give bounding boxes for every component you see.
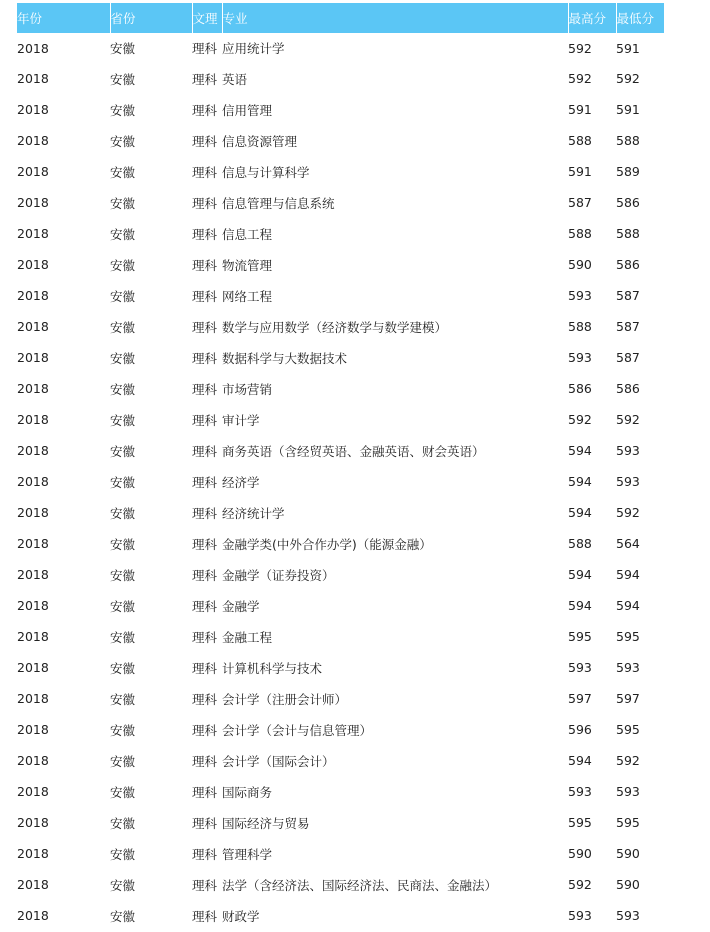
cell-province: 安徽 [110,784,136,800]
cell-category: 理科 [192,133,218,149]
cell-major: 数据科学与大数据技术 [222,350,348,366]
cell-province: 安徽 [110,319,136,335]
cell-min-score: 586 [616,195,640,210]
cell-max-score: 588 [568,319,592,334]
cell-category: 理科 [192,753,218,769]
cell-min-score: 586 [616,381,640,396]
cell-category: 理科 [192,288,218,304]
cell-year: 2018 [17,288,49,303]
cell-category: 理科 [192,567,218,583]
cell-province: 安徽 [110,102,136,118]
cell-category: 理科 [192,412,218,428]
cell-major: 会计学（国际会计） [222,753,335,769]
cell-category: 理科 [192,505,218,521]
cell-year: 2018 [17,908,49,923]
cell-category: 理科 [192,102,218,118]
cell-province: 安徽 [110,815,136,831]
table-row [17,125,664,156]
table-header-row [17,3,664,33]
cell-category: 理科 [192,71,218,87]
cell-province: 安徽 [110,195,136,211]
table-row [17,900,664,931]
cell-max-score: 595 [568,815,592,830]
cell-min-score: 594 [616,567,640,582]
cell-category: 理科 [192,660,218,676]
cell-max-score: 594 [568,474,592,489]
table-row [17,838,664,869]
header-max-score: 最高分 [568,3,616,33]
header-year: 年份 [17,3,110,33]
cell-category: 理科 [192,536,218,552]
cell-category: 理科 [192,226,218,242]
cell-category: 理科 [192,319,218,335]
cell-major: 信息工程 [222,226,273,242]
cell-min-score: 564 [616,536,640,551]
cell-min-score: 592 [616,71,640,86]
cell-max-score: 595 [568,629,592,644]
cell-year: 2018 [17,846,49,861]
cell-year: 2018 [17,164,49,179]
table-row [17,466,664,497]
cell-min-score: 597 [616,691,640,706]
cell-year: 2018 [17,381,49,396]
cell-category: 理科 [192,164,218,180]
cell-year: 2018 [17,350,49,365]
table-row [17,373,664,404]
table-row [17,621,664,652]
table-row [17,652,664,683]
cell-major: 审计学 [222,412,260,428]
cell-max-score: 593 [568,350,592,365]
cell-category: 理科 [192,474,218,490]
table-row [17,218,664,249]
cell-min-score: 587 [616,288,640,303]
table-row [17,528,664,559]
cell-year: 2018 [17,753,49,768]
cell-year: 2018 [17,474,49,489]
cell-min-score: 592 [616,412,640,427]
cell-major: 物流管理 [222,257,273,273]
cell-category: 理科 [192,195,218,211]
cell-category: 理科 [192,443,218,459]
cell-province: 安徽 [110,660,136,676]
cell-category: 理科 [192,877,218,893]
cell-max-score: 588 [568,133,592,148]
cell-year: 2018 [17,815,49,830]
cell-max-score: 594 [568,443,592,458]
cell-province: 安徽 [110,877,136,893]
cell-max-score: 594 [568,753,592,768]
cell-category: 理科 [192,691,218,707]
cell-max-score: 597 [568,691,592,706]
cell-major: 应用统计学 [222,41,285,56]
cell-min-score: 591 [616,40,640,56]
cell-max-score: 588 [568,536,592,551]
cell-min-score: 586 [616,257,640,272]
cell-year: 2018 [17,257,49,272]
table-row [17,63,664,94]
cell-major: 信用管理 [222,102,273,118]
table-row [17,714,664,745]
cell-province: 安徽 [110,474,136,490]
cell-major: 会计学（会计与信息管理） [222,722,373,738]
cell-min-score: 593 [616,908,640,923]
cell-min-score: 591 [616,102,640,117]
cell-max-score: 593 [568,288,592,303]
cell-min-score: 595 [616,722,640,737]
cell-max-score: 588 [568,226,592,241]
cell-min-score: 593 [616,784,640,799]
cell-max-score: 592 [568,412,592,427]
cell-major: 金融学 [222,598,260,614]
cell-category: 理科 [192,722,218,738]
table-row [17,33,664,63]
cell-category: 理科 [192,846,218,862]
cell-major: 信息资源管理 [222,133,298,149]
table-row [17,683,664,714]
cell-major: 会计学（注册会计师） [222,691,348,707]
cell-province: 安徽 [110,567,136,583]
table-row [17,590,664,621]
cell-max-score: 593 [568,784,592,799]
cell-min-score: 588 [616,133,640,148]
cell-min-score: 593 [616,443,640,458]
cell-year: 2018 [17,877,49,892]
cell-category: 理科 [192,908,218,924]
cell-year: 2018 [17,226,49,241]
cell-max-score: 591 [568,102,592,117]
table-row [17,94,664,125]
cell-province: 安徽 [110,350,136,366]
table-row [17,497,664,528]
cell-max-score: 591 [568,164,592,179]
table-row [17,435,664,466]
cell-category: 理科 [192,629,218,645]
cell-province: 安徽 [110,846,136,862]
cell-major: 商务英语（含经贸英语、金融英语、财会英语） [222,443,485,459]
cell-year: 2018 [17,660,49,675]
cell-min-score: 593 [616,660,640,675]
cell-min-score: 587 [616,350,640,365]
cell-category: 理科 [192,598,218,614]
table-row [17,869,664,900]
cell-year: 2018 [17,443,49,458]
cell-province: 安徽 [110,722,136,738]
cell-min-score: 587 [616,319,640,334]
cell-year: 2018 [17,567,49,582]
cell-major: 金融学类(中外合作办学)（能源金融） [222,536,432,552]
cell-year: 2018 [17,722,49,737]
cell-max-score: 590 [568,257,592,272]
table-row [17,280,664,311]
cell-category: 理科 [192,257,218,273]
cell-year: 2018 [17,319,49,334]
cell-province: 安徽 [110,257,136,273]
cell-province: 安徽 [110,226,136,242]
cell-province: 安徽 [110,598,136,614]
cell-major: 金融学（证券投资） [222,567,335,583]
cell-year: 2018 [17,505,49,520]
cell-province: 安徽 [110,629,136,645]
cell-max-score: 596 [568,722,592,737]
cell-major: 经济学 [222,474,260,490]
cell-category: 理科 [192,815,218,831]
cell-max-score: 592 [568,71,592,86]
table-row [17,187,664,218]
header-min-score: 最低分 [616,3,664,33]
table-row [17,776,664,807]
table-row [17,342,664,373]
cell-major: 经济统计学 [222,505,285,521]
cell-min-score: 594 [616,598,640,613]
cell-min-score: 595 [616,629,640,644]
cell-year: 2018 [17,102,49,117]
cell-max-score: 592 [568,40,592,56]
cell-major: 信息管理与信息系统 [222,195,335,211]
cell-province: 安徽 [110,71,136,87]
cell-category: 理科 [192,41,218,56]
cell-min-score: 595 [616,815,640,830]
cell-year: 2018 [17,536,49,551]
cell-province: 安徽 [110,164,136,180]
cell-year: 2018 [17,629,49,644]
header-category: 文理 [192,3,222,33]
cell-province: 安徽 [110,691,136,707]
cell-major: 管理科学 [222,846,273,862]
cell-min-score: 590 [616,877,640,892]
cell-province: 安徽 [110,412,136,428]
cell-max-score: 592 [568,877,592,892]
cell-province: 安徽 [110,908,136,924]
cell-year: 2018 [17,412,49,427]
cell-category: 理科 [192,381,218,397]
table-row [17,559,664,590]
cell-max-score: 594 [568,598,592,613]
cell-year: 2018 [17,598,49,613]
cell-province: 安徽 [110,133,136,149]
cell-year: 2018 [17,133,49,148]
cell-major: 计算机科学与技术 [222,660,323,676]
cell-major: 数学与应用数学（经济数学与数学建模） [222,319,448,335]
table-row [17,745,664,776]
cell-major: 英语 [222,71,248,87]
cell-year: 2018 [17,195,49,210]
table-row [17,807,664,838]
cell-province: 安徽 [110,753,136,769]
table-row [17,156,664,187]
cell-min-score: 589 [616,164,640,179]
cell-max-score: 593 [568,660,592,675]
cell-max-score: 590 [568,846,592,861]
cell-year: 2018 [17,71,49,86]
cell-year: 2018 [17,691,49,706]
cell-min-score: 592 [616,753,640,768]
cell-max-score: 594 [568,505,592,520]
cell-min-score: 590 [616,846,640,861]
admission-scores-table [17,3,664,931]
cell-province: 安徽 [110,288,136,304]
table-row [17,311,664,342]
cell-min-score: 588 [616,226,640,241]
cell-max-score: 587 [568,195,592,210]
header-major: 专业 [222,3,568,33]
cell-max-score: 594 [568,567,592,582]
cell-max-score: 593 [568,908,592,923]
cell-province: 安徽 [110,41,136,56]
table-row [17,404,664,435]
cell-category: 理科 [192,784,218,800]
cell-year: 2018 [17,784,49,799]
cell-year: 2018 [17,40,49,56]
cell-province: 安徽 [110,443,136,459]
cell-max-score: 586 [568,381,592,396]
cell-category: 理科 [192,350,218,366]
cell-province: 安徽 [110,536,136,552]
cell-major: 网络工程 [222,288,273,304]
cell-major: 信息与计算科学 [222,164,310,180]
cell-province: 安徽 [110,381,136,397]
cell-major: 市场营销 [222,381,273,397]
header-province: 省份 [110,3,192,33]
cell-major: 法学（含经济法、国际经济法、民商法、金融法） [222,877,498,893]
cell-major: 财政学 [222,908,260,924]
cell-min-score: 593 [616,474,640,489]
table-row [17,249,664,280]
cell-min-score: 592 [616,505,640,520]
cell-major: 国际经济与贸易 [222,815,310,831]
cell-major: 金融工程 [222,629,273,645]
cell-province: 安徽 [110,505,136,521]
cell-major: 国际商务 [222,784,273,800]
